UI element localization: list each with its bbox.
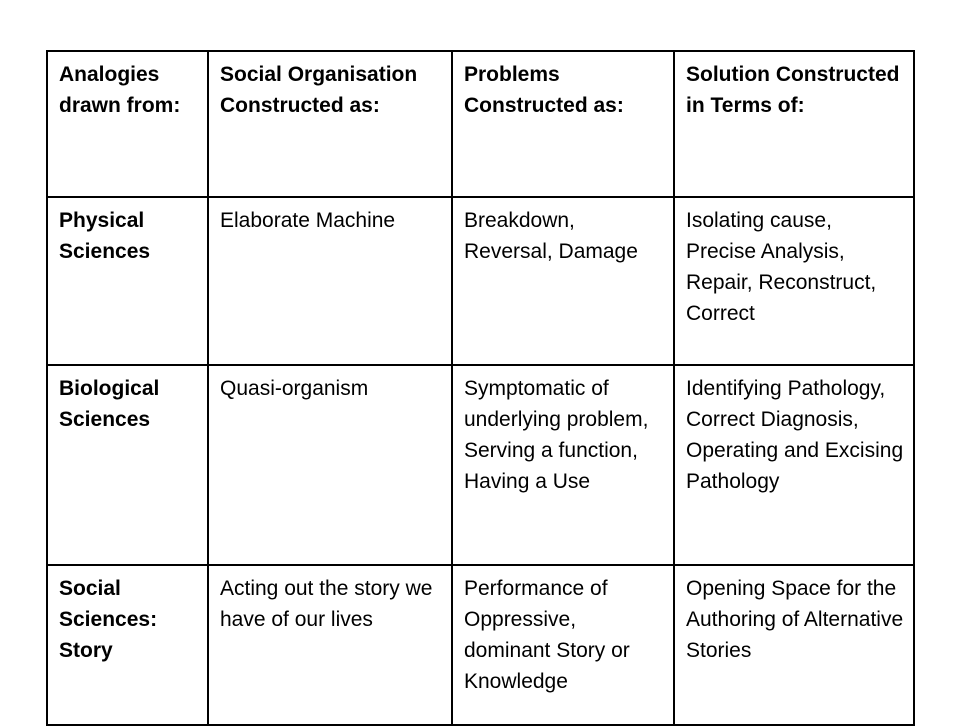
header-analogies: Analogies drawn from: bbox=[47, 51, 208, 197]
row-label: Physical Sciences bbox=[47, 197, 208, 365]
table-row-social-sciences bbox=[47, 565, 914, 725]
table-cell: Quasi-organism bbox=[208, 365, 452, 565]
table-row-biological-sciences bbox=[47, 365, 914, 565]
table-cell: Performance of Oppressive, dominant Story or Knowledge bbox=[452, 565, 674, 725]
header-social-organisation: Social Organisation Constructed as: bbox=[208, 51, 452, 197]
row-label: Biological Sciences bbox=[47, 365, 208, 565]
header-solution: Solution Constructed in Terms of: bbox=[674, 51, 914, 197]
row-label: Social Sciences: Story bbox=[47, 565, 208, 725]
header-problems: Problems Constructed as: bbox=[452, 51, 674, 197]
table-cell: Elaborate Machine bbox=[208, 197, 452, 365]
table-row-physical-sciences bbox=[47, 197, 914, 365]
table-header-row bbox=[47, 51, 914, 197]
table-cell: Symptomatic of underlying problem, Serving a function, Having a Use bbox=[452, 365, 674, 565]
table-cell: Opening Space for the Authoring of Alternative Stories bbox=[674, 565, 914, 725]
table-cell: Breakdown, Reversal, Damage bbox=[452, 197, 674, 365]
table-cell: Identifying Pathology, Correct Diagnosis, Operating and Excising Pathology bbox=[674, 365, 914, 565]
table-cell: Isolating cause, Precise Analysis, Repair, Reconstruct, Correct bbox=[674, 197, 914, 365]
table-cell: Acting out the story we have of our lives bbox=[208, 565, 452, 725]
analogies-table bbox=[46, 50, 915, 726]
